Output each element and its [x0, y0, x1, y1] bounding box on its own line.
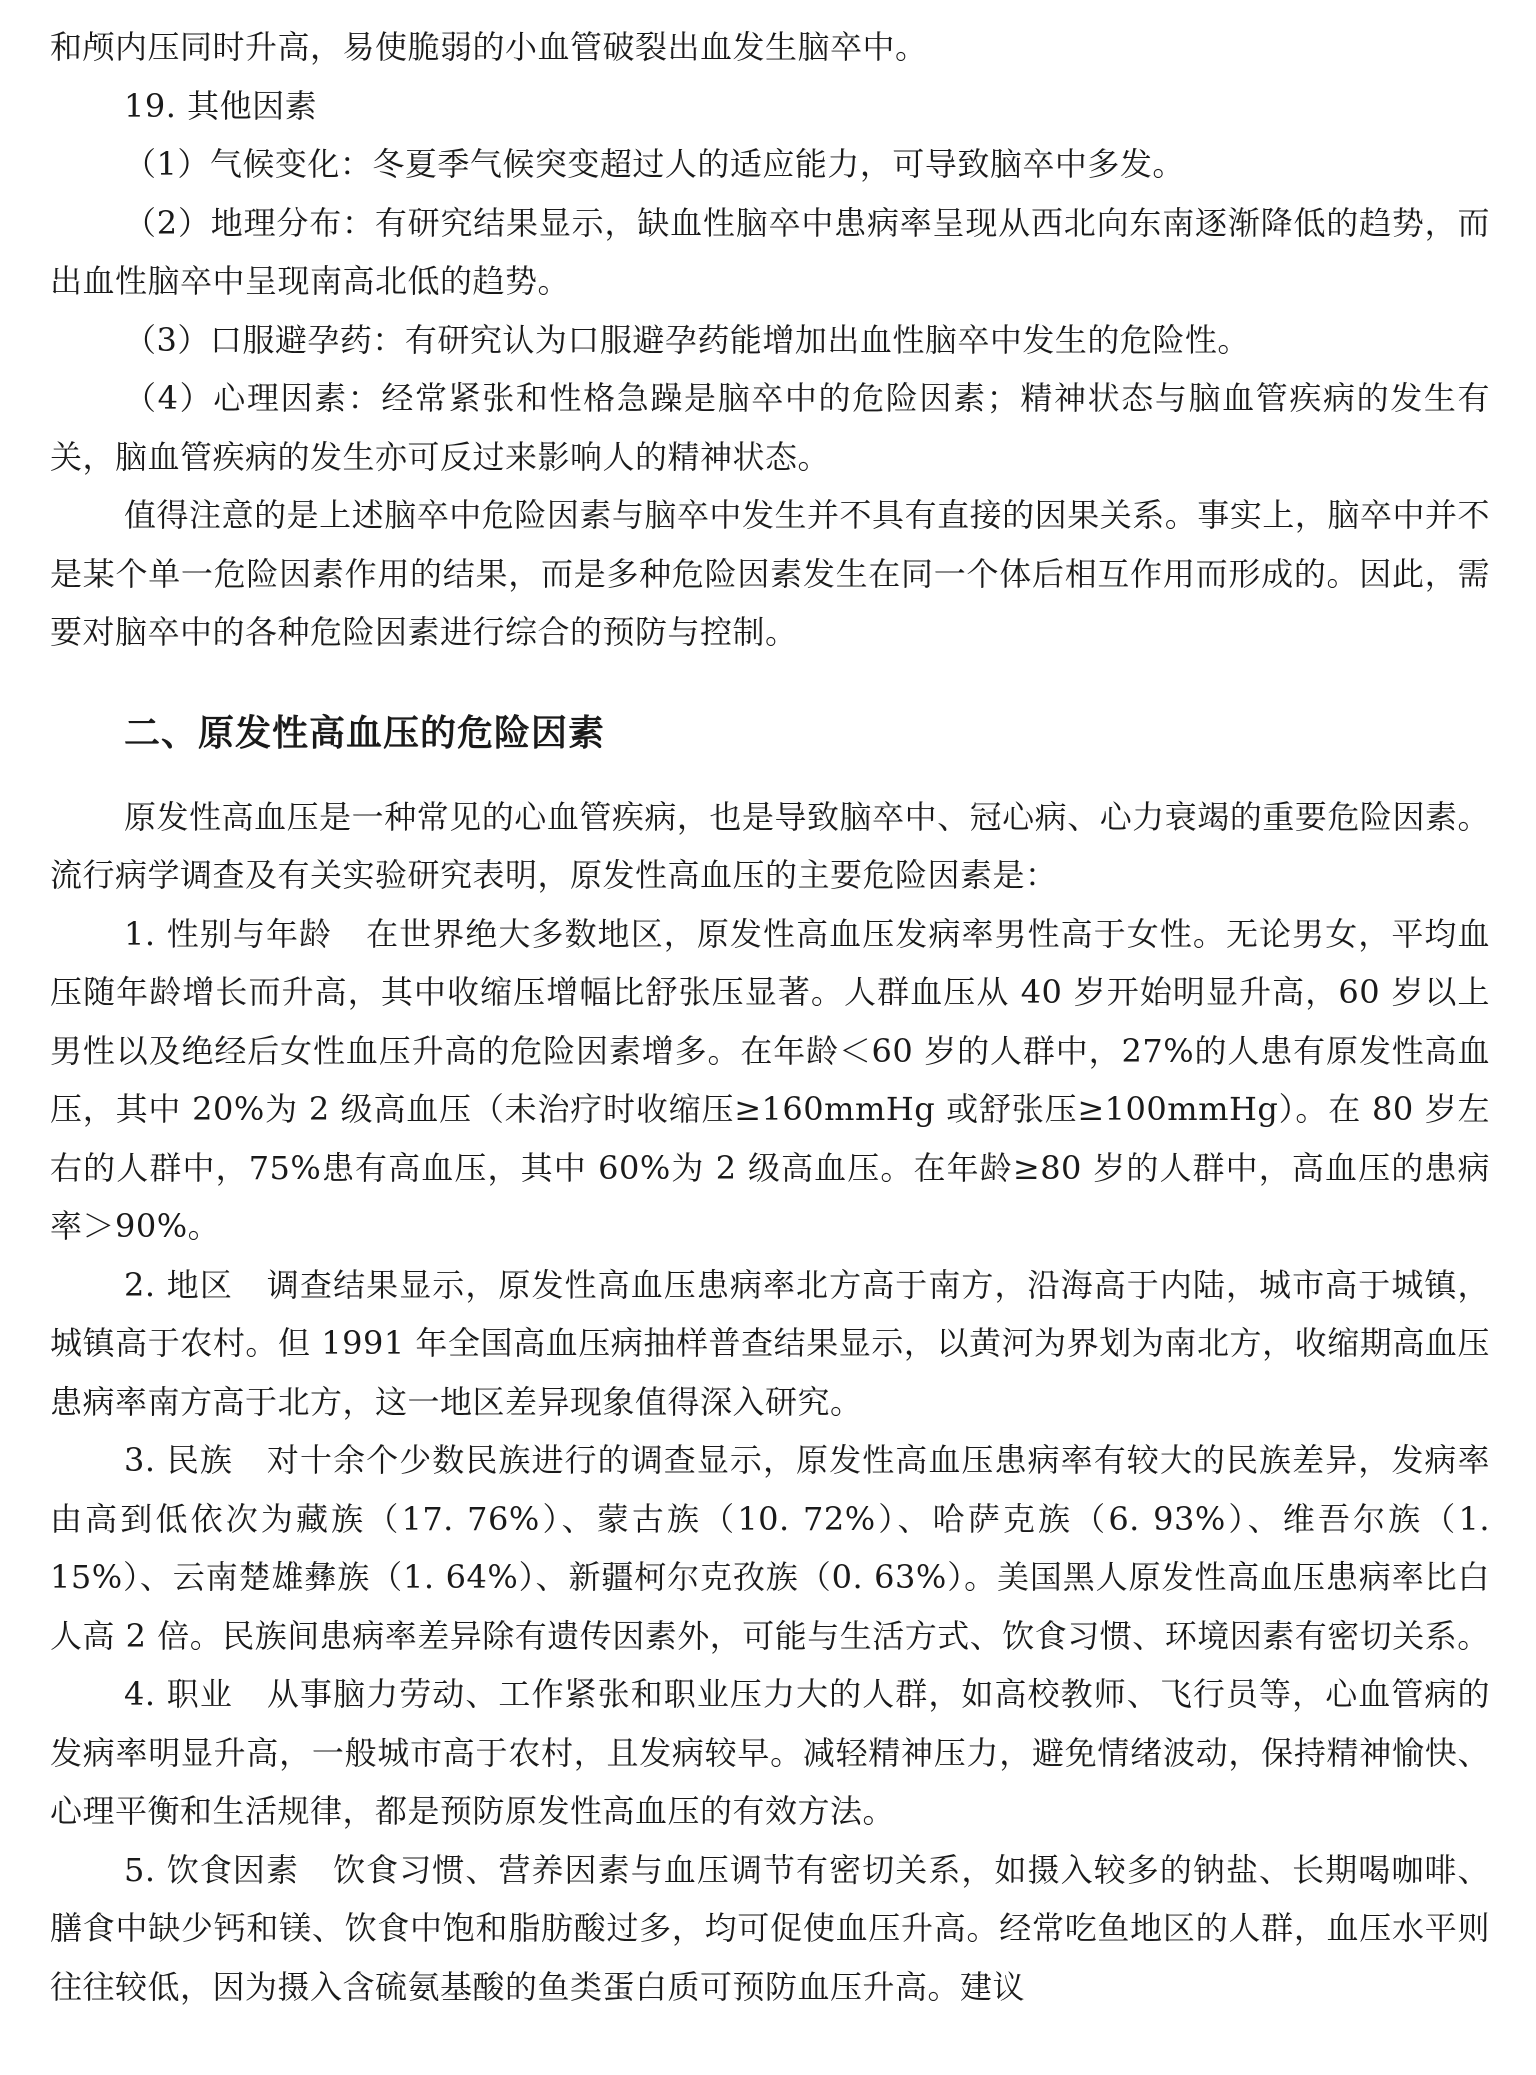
item-lead: 3. 民族 — [124, 1441, 233, 1479]
item-text: 在世界绝大多数地区，原发性高血压发病率男性高于女性。无论男女，平均血压随年龄增长而升高，其中收缩压增幅比舒张压显著。人群血压从 40 岁开始明显升高，60 岁以上男性以及绝经后女性血压升高的危险因素增多。在年龄＜60 岁的人群中，27%的人患有原发性高血压，其中 20%为 2 级高血压（未治疗时收缩压≥160mmHg 或舒张压≥100mmHg）。在 80 岁左右的人群中，75%患有高血压，其中 60%为 2 级高血压。在年龄≥80 岁的人群中，高血压的患病率＞90%。 — [50, 914, 1490, 1245]
item-text: 从事脑力劳动、工作紧张和职业压力大的人群，如高校教师、飞行员等，心血管病的发病率明显升高，一般城市高于农村，且发病较早。减轻精神压力，避免情绪波动，保持精神愉快、心理平衡和生活规律，都是预防原发性高血压的有效方法。 — [50, 1675, 1490, 1830]
document-page — [50, 18, 1490, 2016]
paragraph-item-diet — [50, 1841, 1490, 2017]
item-lead: 1. 性别与年龄 — [124, 914, 333, 953]
paragraph-continuation: 和颅内压同时升高，易使脆弱的小血管破裂出血发生脑卒中。 — [50, 28, 928, 66]
item-lead: 4. 职业 — [124, 1675, 233, 1713]
paragraph-climate: （1）气候变化：冬夏季气候突变超过人的适应能力，可导致脑卒中多发。 — [124, 145, 1185, 183]
paragraph-item-gender-age — [50, 905, 1490, 1256]
paragraph-item-ethnicity — [50, 1431, 1490, 1665]
paragraph-contraceptive: （3）口服避孕药：有研究认为口服避孕药能增加出血性脑卒中发生的危险性。 — [124, 320, 1250, 359]
subsection-title-other-factors: 19. 其他因素 — [124, 86, 318, 125]
item-lead: 5. 饮食因素 — [124, 1850, 300, 1889]
paragraph-note: 值得注意的是上述脑卒中危险因素与脑卒中发生并不具有直接的因果关系。事实上，脑卒中并不是某个单一危险因素作用的结果，而是多种危险因素发生在同一个体后相互作用而形成的。因此，需要对脑卒中的各种危险因素进行综合的预防与控制。 — [50, 496, 1490, 651]
item-lead: 2. 地区 — [124, 1265, 233, 1304]
spacer — [50, 662, 1490, 682]
paragraph-item-region — [50, 1256, 1490, 1432]
item-text: 饮食习惯、营养因素与血压调节有密切关系，如摄入较多的钠盐、长期喝咖啡、膳食中缺少钙和镁、饮食中饱和脂肪酸过多，均可促使血压升高。经常吃鱼地区的人群，血压水平则往往较低，因为摄入含硫氨基酸的鱼类蛋白质可预防血压升高。建议 — [50, 1850, 1490, 2006]
item-text: 对十余个少数民族进行的调查显示，原发性高血压患病率有较大的民族差异，发病率由高到低依次为藏族（17. 76%）、蒙古族（10. 72%）、哈萨克族（6. 93%）、维吾尔族（1. 15%）、云南楚雄彝族（1. 64%）、新疆柯尔克孜族（0. 63%）。美国黑人原发性高血压患病率比白人高 2 倍。民族间患病率差异除有遗传因素外，可能与生活方式、饮食习惯、环境因素有密切关系。 — [50, 1441, 1490, 1655]
paragraph-geography: （2）地理分布：有研究结果显示，缺血性脑卒中患病率呈现从西北向东南逐渐降低的趋势，而出血性脑卒中呈现南高北低的趋势。 — [50, 203, 1490, 300]
item-text: 调查结果显示，原发性高血压患病率北方高于南方，沿海高于内陆，城市高于城镇，城镇高于农村。但 1991 年全国高血压病抽样普查结果显示，以黄河为界划为南北方，收缩期高血压患病率南方高于北方，这一地区差异现象值得深入研究。 — [50, 1265, 1490, 1421]
section-heading: 二、原发性高血压的危险因素 — [124, 712, 606, 754]
paragraph-psychology: （4）心理因素：经常紧张和性格急躁是脑卒中的危险因素；精神状态与脑血管疾病的发生有关，脑血管疾病的发生亦可反过来影响人的精神状态。 — [50, 379, 1490, 476]
paragraph-intro: 原发性高血压是一种常见的心血管疾病，也是导致脑卒中、冠心病、心力衰竭的重要危险因素。流行病学调查及有关实验研究表明，原发性高血压的主要危险因素是： — [50, 797, 1490, 894]
paragraph-item-occupation — [50, 1665, 1490, 1841]
